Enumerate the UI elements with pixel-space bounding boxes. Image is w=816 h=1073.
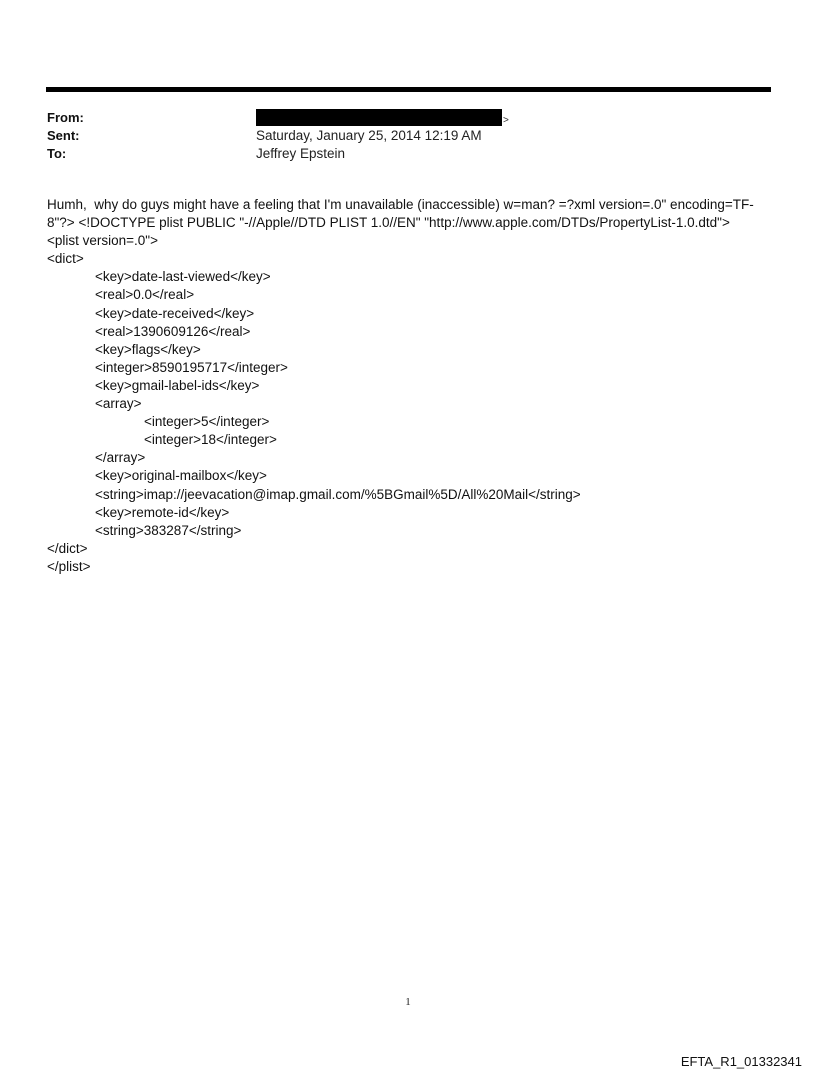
- to-row: [47, 144, 767, 162]
- body-line: <string>imap://jeevacation@imap.gmail.com/%5BGmail%5D/All%20Mail</string>: [95, 486, 581, 502]
- body-line: <array>: [95, 396, 142, 412]
- body-line: 8"?> <!DOCTYPE plist PUBLIC "-//Apple//DTD PLIST 1.0//EN" "http://www.apple.com/DTDs/PropertyList-1.0.dtd">: [47, 215, 730, 231]
- body-line: <real>0.0</real>: [95, 287, 195, 303]
- from-label: From:: [47, 109, 84, 125]
- body-line: <integer>18</integer>: [144, 432, 277, 448]
- body-line: <real>1390609126</real>: [95, 323, 251, 339]
- sent-label: Sent:: [47, 127, 80, 143]
- body-line: <key>gmail-label-ids</key>: [95, 377, 260, 393]
- body-line: </array>: [95, 450, 146, 466]
- email-body: [47, 196, 777, 576]
- body-line: <key>flags</key>: [95, 341, 201, 357]
- sent-value: Saturday, January 25, 2014 12:19 AM: [256, 127, 482, 143]
- to-label: To:: [47, 145, 67, 161]
- body-line: <integer>8590195717</integer>: [95, 359, 288, 375]
- header-divider-rule: [46, 87, 771, 92]
- body-line: <key>original-mailbox</key>: [95, 468, 267, 484]
- body-line: <integer>5</integer>: [144, 414, 270, 430]
- body-line: <key>date-last-viewed</key>: [95, 269, 271, 285]
- body-line: <key>remote-id</key>: [95, 504, 230, 520]
- bates-number: EFTA_R1_01332341: [680, 1054, 802, 1069]
- body-line: </plist>: [47, 558, 91, 574]
- body-line: <dict>: [47, 251, 84, 267]
- redaction-bar: [256, 109, 502, 126]
- body-line: <key>date-received</key>: [95, 305, 255, 321]
- email-header: [47, 108, 767, 162]
- body-line: <string>383287</string>: [95, 522, 242, 538]
- from-row: [47, 108, 767, 126]
- page-number: 1: [405, 996, 411, 1008]
- sent-row: [47, 126, 767, 144]
- body-line: <plist version=.0">: [47, 233, 158, 249]
- body-line: </dict>: [47, 540, 88, 556]
- to-value: Jeffrey Epstein: [256, 145, 346, 161]
- from-value-tail: >: [503, 114, 509, 126]
- body-line: Humh, why do guys might have a feeling that I'm unavailable (inaccessible) w=man? =?xml version=.0" encoding=TF-: [47, 197, 754, 212]
- from-value: [256, 109, 509, 126]
